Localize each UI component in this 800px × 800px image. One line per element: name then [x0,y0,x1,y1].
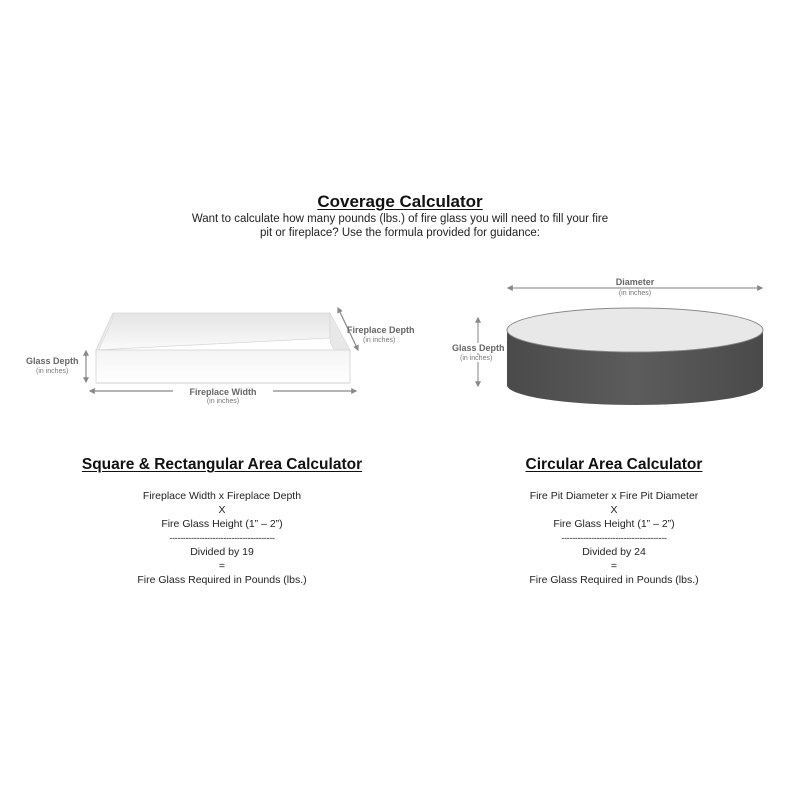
circle-formula-line: Fire Glass Required in Pounds (lbs.) [529,574,699,586]
cylinder-diagram [507,308,763,405]
circle-calc-title: Circular Area Calculator [525,456,703,473]
circle-formula-line: Divided by 24 [582,546,646,558]
circle-formula-line: Fire Pit Diameter x Fire Pit Diameter [529,490,699,502]
tray-front-wall [96,350,350,383]
page-title: Coverage Calculator [317,192,483,211]
tray-back-wall [96,313,330,350]
circle-formula-line: X [610,504,618,516]
diameter-label: Diameter [595,277,675,287]
fireplace-depth-label: Fireplace Depth [347,325,415,335]
circle-formula-line: Fire Glass Height (1” – 2”) [553,518,675,530]
diameter-sub: (in inches) [618,290,652,297]
intro-line-1: Want to calculate how many pounds (lbs.) of fire glass you will need to fill your fire [191,213,609,225]
circle-glass-depth-sub: (in inches) [460,355,493,362]
rect-glass-depth-label: Glass Depth [26,356,79,366]
fireplace-width-label: Fireplace Width [173,387,273,397]
rect-formula-divider: --------------------------------------- [169,533,275,543]
circle-formula-line: = [610,560,618,572]
fireplace-width-sub: (in inches) [206,398,240,405]
circle-glass-depth-label: Glass Depth [452,343,505,353]
rect-formula-line: Fire Glass Height (1” – 2”) [161,518,283,530]
rect-formula-line: Divided by 19 [190,546,254,558]
rect-calc-formula [72,489,372,587]
rect-formula-line: Fireplace Width x Fireplace Depth [142,490,302,502]
rect-calc-title: Square & Rectangular Area Calculator [81,456,363,473]
circle-formula-divider: --------------------------------------- [561,533,667,543]
rect-glass-depth-sub: (in inches) [36,368,69,375]
cylinder-top [507,308,763,352]
intro-line-2: pit or fireplace? Use the formula provided for guidance: [260,227,540,239]
rect-formula-line: = [218,560,226,572]
rect-formula-line: Fire Glass Required in Pounds (lbs.) [137,574,307,586]
rect-tray-diagram [96,313,350,383]
circle-calc-formula [464,489,764,587]
fireplace-depth-sub: (in inches) [363,337,396,344]
rect-formula-line: X [218,504,226,516]
